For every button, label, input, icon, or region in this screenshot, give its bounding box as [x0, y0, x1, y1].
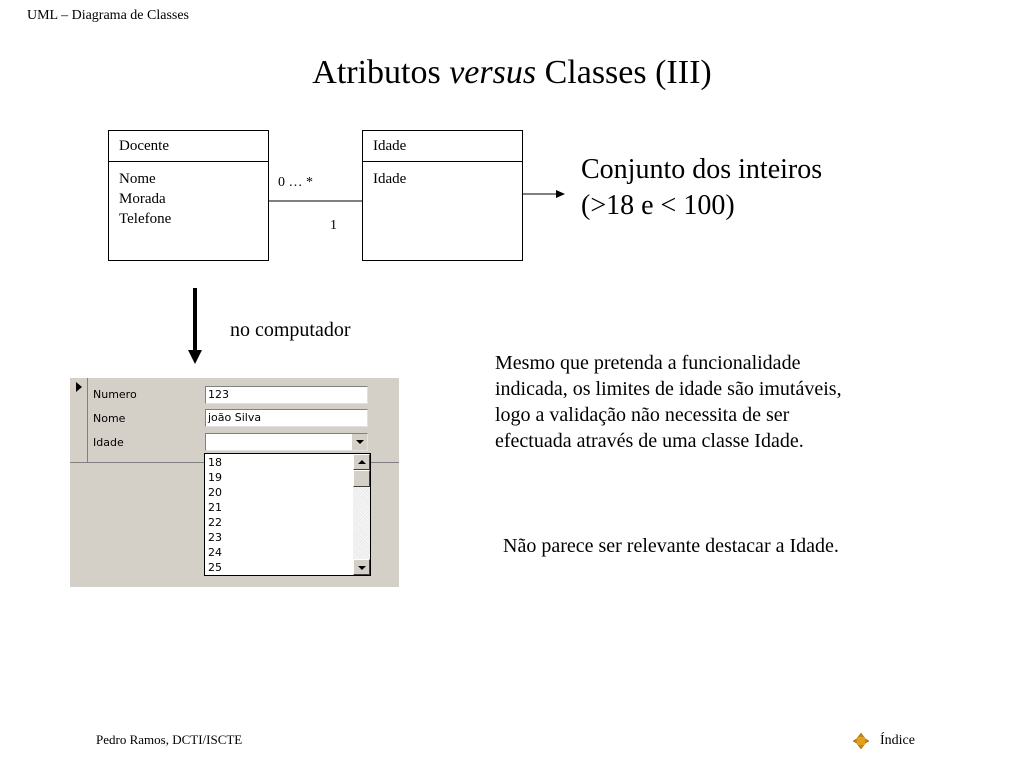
form-record: [70, 378, 399, 462]
slide-header: UML – Diagrama de Classes: [27, 8, 189, 23]
paragraph-line: indicada, os limites de idade são imutáveis,: [495, 378, 842, 400]
dropdown-option[interactable]: 19: [208, 471, 222, 484]
dropdown-option[interactable]: 23: [208, 531, 222, 544]
title-italic: versus: [449, 54, 537, 91]
paragraph-line: Mesmo que pretenda a funcionalidade: [495, 352, 801, 374]
uml-attribute: Telefone: [119, 211, 172, 227]
uml-class-name: Idade: [363, 131, 522, 162]
dropdown-option[interactable]: 22: [208, 516, 222, 529]
chevron-down-icon: [356, 440, 364, 444]
dropdown-option[interactable]: 21: [208, 501, 222, 514]
set-note-line: Conjunto dos inteiros: [581, 154, 823, 185]
nome-input[interactable]: joão Silva: [205, 409, 368, 427]
dropdown-scrollbar[interactable]: [353, 454, 370, 575]
explanation-paragraph: [495, 350, 842, 454]
idade-dropdown-list: [204, 453, 371, 576]
arrow-label: no computador: [230, 319, 351, 341]
conclusion-text: Não parece ser relevante destacar a Idade.: [503, 535, 839, 557]
index-nav-icon[interactable]: [852, 732, 870, 750]
paragraph-line: efectuada através de uma classe Idade.: [495, 430, 804, 452]
index-link[interactable]: Índice: [880, 733, 915, 748]
uml-attribute: Nome: [119, 171, 156, 187]
uml-class-name: Docente: [109, 131, 268, 162]
set-note: [581, 152, 822, 224]
computer-arrow-head: [188, 350, 202, 364]
record-pointer-icon: [76, 382, 82, 392]
multiplicity-docente: 0 … *: [278, 175, 313, 190]
footer-author: Pedro Ramos, DCTI/ISCTE: [96, 732, 243, 747]
field-label-numero: Numero: [93, 388, 137, 401]
dropdown-items: [208, 455, 222, 575]
scroll-up-icon: [358, 460, 366, 464]
dropdown-option[interactable]: 20: [208, 486, 222, 499]
title-pre: Atributos: [312, 54, 450, 91]
idade-combobox[interactable]: [205, 433, 368, 451]
dropdown-option[interactable]: 24: [208, 546, 222, 559]
field-label-idade: Idade: [93, 436, 124, 449]
uml-attribute: Morada: [119, 191, 166, 207]
form-panel: [70, 378, 399, 587]
dropdown-option[interactable]: 25: [208, 561, 222, 574]
set-note-line: (>18 e < 100): [581, 190, 735, 221]
scroll-down-button[interactable]: [353, 559, 370, 575]
uml-attribute: Idade: [373, 171, 407, 187]
scroll-down-icon: [358, 566, 366, 570]
scroll-up-button[interactable]: [353, 454, 370, 470]
set-arrow-head: [556, 190, 565, 198]
scroll-thumb[interactable]: [353, 470, 370, 487]
record-selector[interactable]: [70, 378, 88, 462]
combobox-dropdown-button[interactable]: [351, 434, 367, 450]
field-label-nome: Nome: [93, 412, 126, 425]
dropdown-option[interactable]: 18: [208, 456, 222, 469]
paragraph-line: logo a validação não necessita de ser: [495, 404, 790, 426]
numero-input[interactable]: 123: [205, 386, 368, 404]
title-post: Classes (III): [536, 54, 712, 91]
multiplicity-idade: 1: [330, 218, 337, 233]
